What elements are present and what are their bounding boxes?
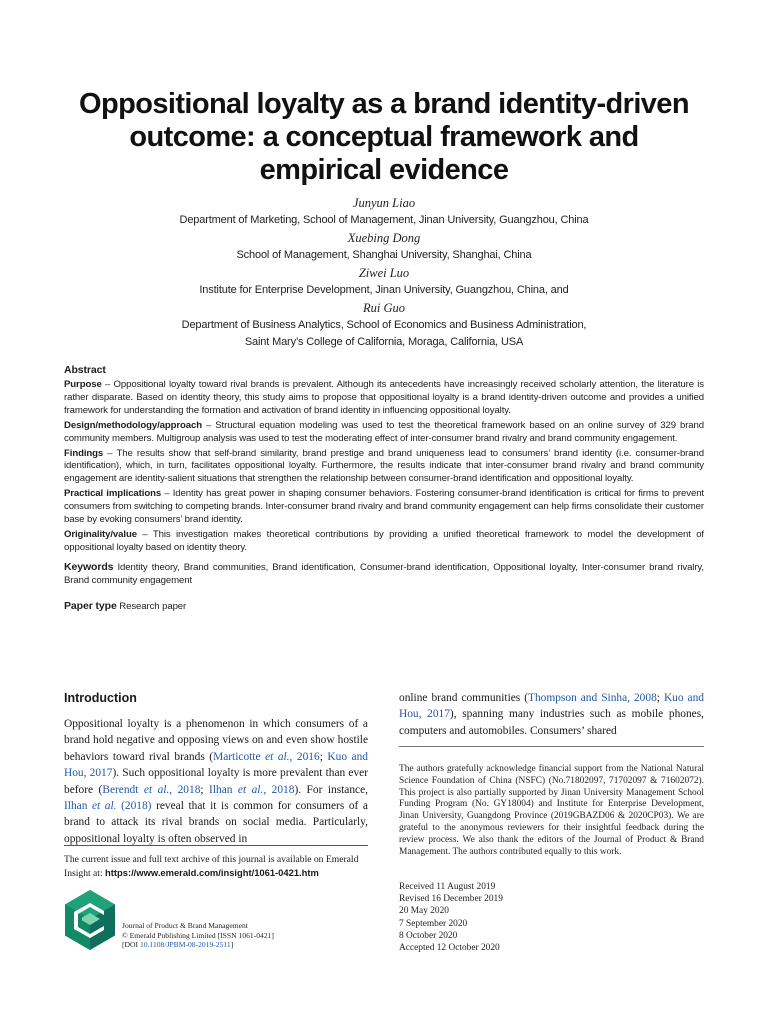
paper-type-text: Research paper	[116, 600, 187, 612]
citation-link[interactable]: Kuo and Hou, 2017	[64, 750, 369, 780]
publisher: © Emerald Publishing Limited [ISSN 1061-0421]	[122, 930, 274, 940]
body-text-segment: ). Such oppositional loyalty is more prevalent than ever before (	[64, 767, 369, 796]
journal-info	[122, 921, 372, 950]
section-text: – Structural equation modeling was used to test the theoretical framework based on an online survey of 329 brand community members. Multigroup analysis was used to test the moderating effect of inter-consumer brand rivalry and brand community engagement.	[64, 419, 704, 444]
introduction-paragraph	[64, 716, 368, 847]
author-name: Junyun Liao	[352, 196, 416, 210]
body-text-segment: reveal that it is common for consumers of a brand to attack its rival brands on social media. Particularly, oppositional loyalty is often observed in	[64, 800, 368, 845]
section-text: – The results show that self-brand similarity, brand prestige and brand uniqueness lead to consumers’ brand identity (i.e. consumer-brand identification), which, in turn, facilitates oppositional loyalty. Furthermore, the results indicate that inter-consumer brand rivalry and brand community engagement are identity-salient situations that strengthen the relationship between consumer-brand identification and oppositional loyalty.	[64, 447, 704, 485]
keywords-text: Identity theory, Brand communities, Brand identification, Consumer-brand identification, Oppositional loyalty, Inter-consumer brand rivalry, Brand community engagement	[64, 561, 704, 586]
citation-link[interactable]: Thompson and Sinha, 2008	[528, 692, 657, 704]
right-column	[399, 690, 704, 739]
date-line: 7 September 2020	[399, 918, 468, 929]
left-column	[64, 690, 368, 847]
article-dates	[399, 881, 704, 954]
abstract-implications	[64, 488, 704, 527]
section-label: Originality/value	[64, 528, 137, 540]
section-label: Practical implications	[64, 488, 162, 500]
section-text: – Oppositional loyalty toward rival brands is prevalent. Although its antecedents have increasingly received scholarly attention, the literature is rather disparate. Based on identity theory, this study aims to propose that oppositional loyalty is a brand identity-driven outcome and provides a unified framework for understanding the formation and activation of brand identity in influencing oppositional loyalty.	[64, 379, 704, 416]
doi-link[interactable]: 10.1108/JPBM-08-2019-2511	[139, 940, 231, 950]
body-text-segment: online brand communities (	[399, 692, 529, 704]
keywords	[64, 561, 704, 588]
body-text-segment: Oppositional loyalty is a phenomenon in which consumers of a brand hold negative and opposing views on and even show hostile behaviors toward rival brands (	[64, 718, 368, 763]
archive-text: The current issue and full text archive of this journal is available on Emerald Insight at:	[64, 854, 359, 879]
citation-link[interactable]: , 2018	[263, 783, 295, 796]
author-name: Ziwei Luo	[358, 266, 410, 280]
citation-link[interactable]: Ilhan	[64, 800, 92, 813]
author-affiliation: Saint Mary’s College of California, Moraga, California, USA	[244, 336, 524, 348]
doi-line	[122, 940, 372, 950]
acknowledgement: The authors gratefully acknowledge financial support from the National Natural Science Foundation of China (NSFC) (No.71802097, 71702097 & 71602072). This project is also partially supported by Jinan University Management School Funding Program (No. GY18004) and Institute for Enterprise Development, Jinan University, Guangdong Province (2019GBAZD06 & 2020CP03). We are grateful to the anonymous reviewers for their insightful feedback during the review process. We also thank the editors of the Journal of Product & Brand Management. The authors contributed equally to this work.	[399, 764, 704, 857]
abstract-heading: Abstract	[64, 364, 106, 376]
body-text-segment: ;	[319, 750, 328, 763]
body-text-segment: ), spanning many industries such as mobile phones, computers and automobiles. Consumers’ shared	[399, 708, 704, 737]
section-text: – This investigation makes theoretical contributions by providing a unified theoretical framework to model the development of oppositional loyalty based on identity theory.	[64, 528, 704, 553]
footnote-divider	[64, 845, 368, 846]
keywords-label: Keywords	[64, 560, 114, 573]
title-line: outcome: a conceptual framework and	[129, 121, 639, 153]
section-label: Purpose	[64, 379, 102, 390]
doi-suffix: ]	[230, 940, 234, 950]
citation-link[interactable]: et al.	[237, 783, 264, 796]
section-label: Findings	[64, 447, 104, 459]
citation-link[interactable]: , 2018	[169, 783, 201, 796]
citation-link[interactable]: Ilhan	[209, 783, 238, 796]
author-affiliation: Department of Business Analytics, School of Economics and Business Administration,	[181, 319, 587, 331]
body-text-segment: ). For instance,	[294, 783, 369, 796]
body-text-segment: ;	[656, 692, 664, 704]
section-text: – Identity has great power in shaping consumer behaviors. Fostering consumer-brand identification is critical for firms to prevent consumers from switching to competing brands. Inter-consumer brand rivalry and brand community engagement can help firms consolidate their customer base by evoking consumers’ brand identity.	[64, 488, 704, 526]
abstract	[64, 364, 704, 616]
paper-type	[64, 600, 704, 614]
author-name: Xuebing Dong	[347, 231, 421, 245]
date-line: Received 11 August 2019	[399, 882, 496, 892]
article-title	[40, 88, 728, 187]
date-line: Revised 16 December 2019	[399, 894, 503, 905]
citation-link[interactable]: (2018)	[116, 800, 152, 813]
paper-type-label: Paper type	[64, 599, 117, 612]
date-line: Accepted 12 October 2020	[399, 943, 500, 954]
ack-divider	[399, 746, 704, 747]
title-line: empirical evidence	[259, 154, 509, 186]
journal-name: Journal of Product & Brand Management	[122, 921, 248, 930]
emerald-logo-icon	[64, 889, 116, 951]
section-label: Design/methodology/approach	[64, 419, 203, 431]
archive-url-link[interactable]: https://www.emerald.com/insight/1061-0421.htm	[105, 867, 319, 878]
date-line: 20 May 2020	[399, 906, 449, 917]
author-name: Rui Guo	[362, 301, 405, 315]
citation-link[interactable]: Berendt	[102, 783, 144, 796]
archive-note	[64, 853, 374, 880]
citation-link[interactable]: et al.	[143, 783, 170, 796]
abstract-findings	[64, 448, 704, 487]
body-text-segment: ;	[200, 783, 210, 796]
author-affiliation: Institute for Enterprise Development, Jinan University, Guangzhou, China, and	[199, 284, 569, 296]
doi-prefix: [DOI	[122, 940, 140, 950]
citation-link[interactable]: et al.	[265, 750, 290, 763]
citation-link[interactable]: et al.	[92, 800, 117, 813]
abstract-purpose	[64, 379, 704, 418]
author-affiliation: School of Management, Shanghai University, Shanghai, China	[236, 249, 532, 261]
citation-link[interactable]: Marticotte	[213, 750, 266, 763]
citation-link[interactable]: , 2016	[289, 750, 320, 763]
abstract-design	[64, 420, 704, 446]
author-affiliation: Department of Marketing, School of Management, Jinan University, Guangzhou, China	[179, 214, 589, 226]
citation-link[interactable]: Kuo and Hou, 2017	[399, 692, 704, 721]
abstract-originality	[64, 529, 704, 555]
introduction-continuation	[399, 690, 704, 739]
title-line: Oppositional loyalty as a brand identity-driven	[79, 88, 689, 120]
date-line: 8 October 2020	[399, 930, 458, 941]
introduction-heading: Introduction	[64, 691, 137, 705]
author-block	[40, 194, 728, 351]
